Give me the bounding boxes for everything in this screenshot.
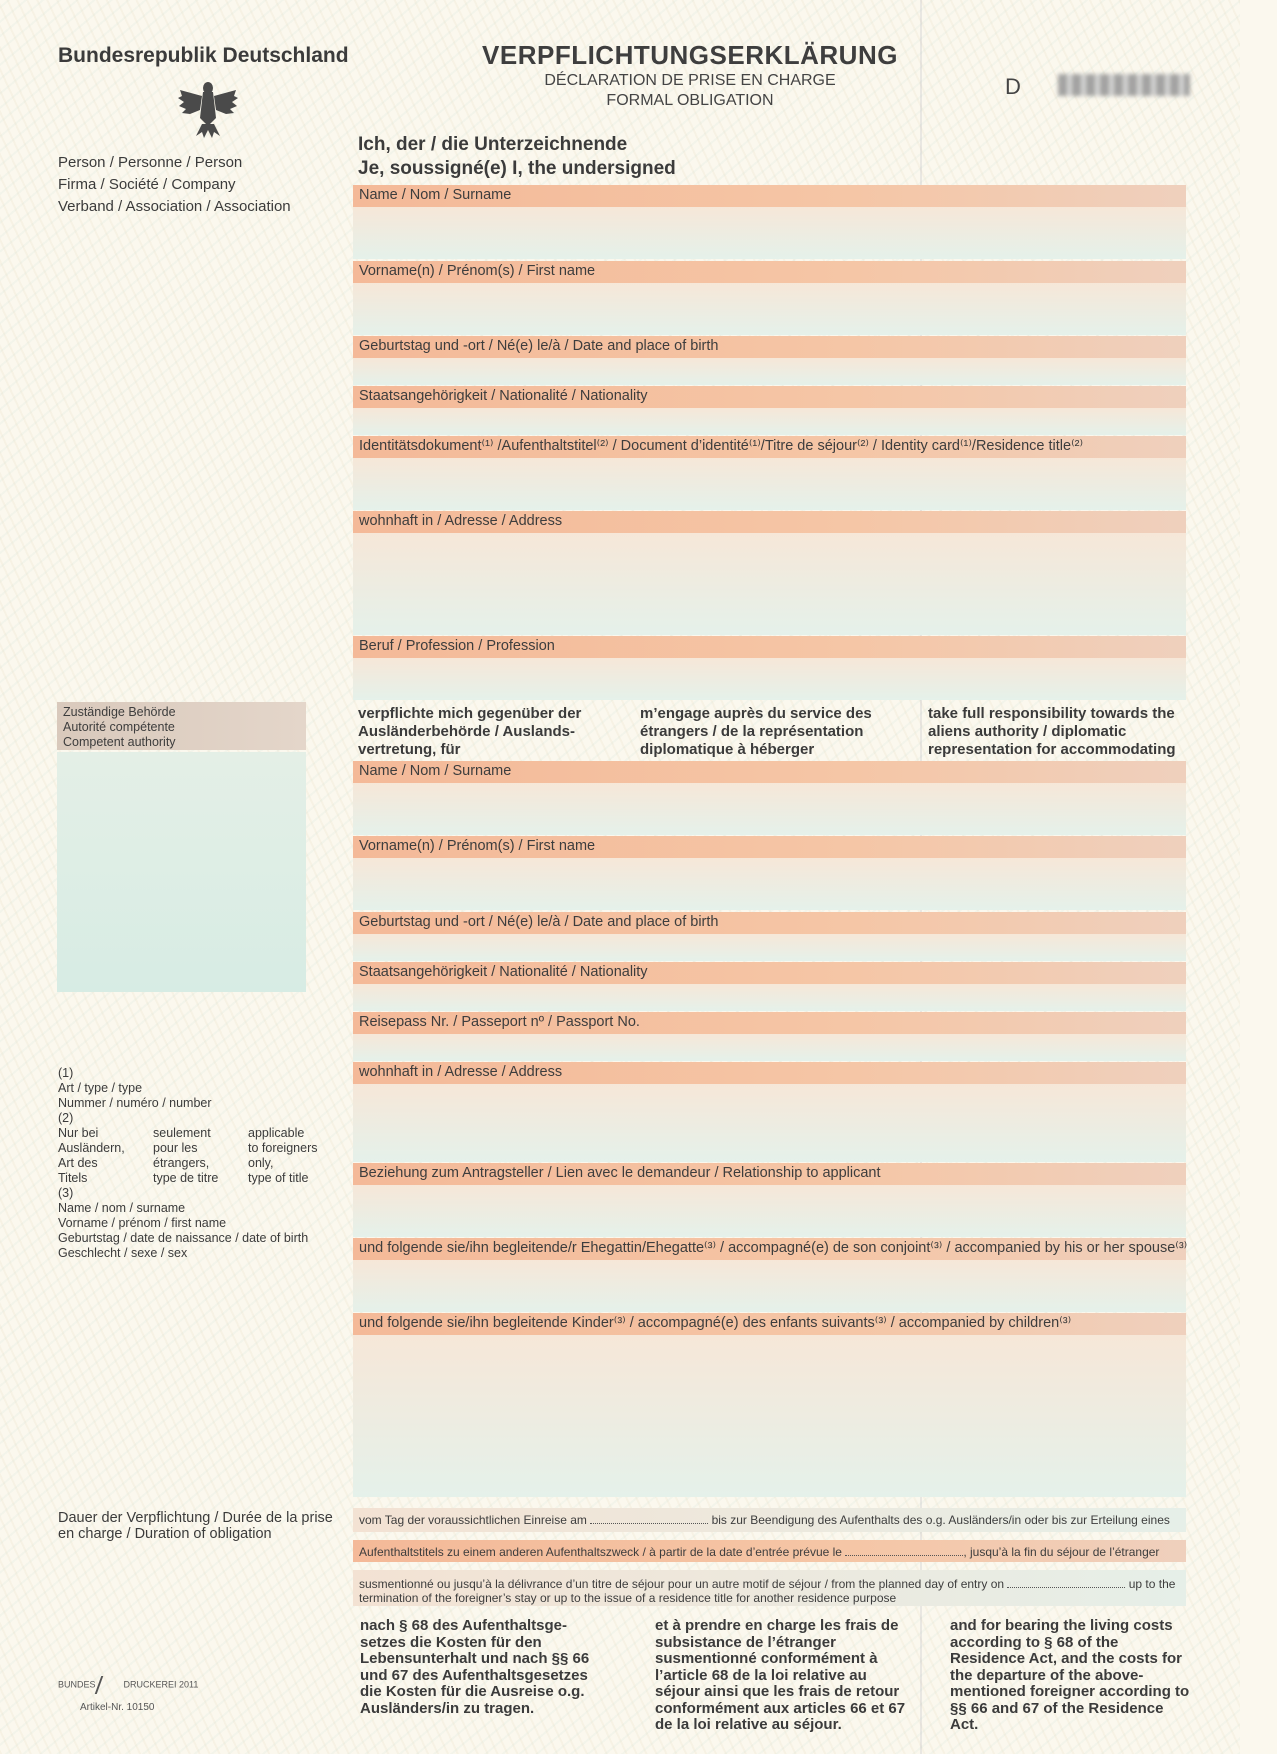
form-title: VERPFLICHTUNGSERKLÄRUNG xyxy=(482,40,898,70)
undersigned-de: Ich, der / die Unterzeichnende xyxy=(358,134,628,155)
label-relationship: Beziehung zum Antragsteller / Lien avec le demandeur / Relationship to applicant xyxy=(353,1163,1186,1185)
duration-label: Dauer der Verpflichtung / Durée de la prise en charge / Duration of obligation xyxy=(58,1510,333,1542)
label-guarantor-profession: Beruf / Profession / Profession xyxy=(353,636,1186,658)
form-title-fr: DÉCLARATION DE PRISE EN CHARGE xyxy=(544,72,836,89)
label-guarantor-birth: Geburtstag und -ort / Né(e) le/à / Date and place of birth xyxy=(353,336,1186,358)
signer-type-company: Firma / Société / Company xyxy=(58,176,236,193)
duration-line-1: vom Tag der voraussichtlichen Einreise am bis zur Beendigung des Aufenthalts des o.g. Ausländers/in oder bis zur Erteilung eines xyxy=(359,1513,1170,1527)
printer-mark-icon xyxy=(94,1676,125,1694)
field-guarantor-surname[interactable] xyxy=(353,207,1186,259)
label-guarantor-nationality: Staatsangehörigkeit / Nationalité / Nationality xyxy=(353,386,1186,408)
field-foreigner-nationality[interactable] xyxy=(353,984,1186,1011)
field-spouse[interactable] xyxy=(353,1260,1186,1312)
label-foreigner-address: wohnhaft in / Adresse / Address xyxy=(353,1062,1186,1084)
article-number: Artikel-Nr. 10150 xyxy=(80,1702,155,1713)
label-guarantor-address: wohnhaft in / Adresse / Address xyxy=(353,511,1186,533)
footnote-3-line: Geburtstag / date de naissance / date of birth xyxy=(58,1231,309,1245)
field-foreigner-birth[interactable] xyxy=(353,934,1186,961)
label-foreigner-first-name: Vorname(n) / Prénom(s) / First name xyxy=(353,836,1186,858)
form-title-block xyxy=(440,40,940,111)
pledge-fr: m’engage auprès du service des étrangers / de la représentation diplomatique à héberger xyxy=(640,705,872,758)
field-foreigner-passport[interactable] xyxy=(353,1034,1186,1061)
footnote-2-row: Art des étrangers, only, xyxy=(58,1156,274,1170)
federal-eagle-icon xyxy=(176,78,240,140)
entry-date-field-2[interactable] xyxy=(845,1555,963,1556)
country-name: Bundesrepublik Deutschland xyxy=(58,44,349,67)
footnote-3-line: Geschlecht / sexe / sex xyxy=(58,1246,188,1260)
signer-type-association: Verband / Association / Association xyxy=(58,198,291,215)
field-foreigner-first-name[interactable] xyxy=(353,858,1186,910)
field-guarantor-identity[interactable] xyxy=(353,458,1186,510)
label-spouse: und folgende sie/ihn begleitende/r Ehegattin/Ehegatte⁽³⁾ / accompagné(e) de son conjoint⁽³⁾ / accompanied by his or her spouse⁽³⁾ xyxy=(353,1238,1186,1260)
form-title-en: FORMAL OBLIGATION xyxy=(606,92,774,109)
footnote-3-line: Name / nom / surname xyxy=(58,1201,186,1215)
pledge-en: take full responsibility towards the aliens authority / diplomatic representation for accommodating xyxy=(928,705,1176,758)
costs-de: nach § 68 des Aufenthaltsge-setzes die Kosten für den Lebensunterhalt und nach §§ 66 und 67 des Aufenthaltsgesetzes die Kosten für die Ausreise o.g. Ausländers/in zu tragen. xyxy=(360,1617,590,1717)
costs-fr: et à prendre en charge les frais de subsistance de l’étranger susmentionné conformément à l’article 68 de la loi relative au séjour ainsi que les frais de retour conformément aux articles 66 et 67 de la loi relative au séjour. xyxy=(655,1617,906,1733)
field-guarantor-nationality[interactable] xyxy=(353,408,1186,435)
footnote-1-marker: (1) xyxy=(58,1066,74,1080)
footnote-3-marker: (3) xyxy=(58,1186,74,1200)
pledge-de: verpflichte mich gegenüber der Ausländerbehörde / Auslands-vertretung, für xyxy=(358,705,582,758)
footnote-2-marker: (2) xyxy=(58,1111,74,1125)
field-guarantor-profession[interactable] xyxy=(353,658,1186,700)
field-foreigner-surname[interactable] xyxy=(353,783,1186,835)
footnote-2-row: Ausländern, pour les to foreigners xyxy=(58,1141,318,1155)
field-guarantor-birth[interactable] xyxy=(353,358,1186,385)
printer-logo: BUNDES DRUCKEREI 2011 xyxy=(58,1676,198,1694)
label-guarantor-surname: Name / Nom / Surname xyxy=(353,185,1186,207)
label-foreigner-surname: Name / Nom / Surname xyxy=(353,761,1186,783)
field-foreigner-address[interactable] xyxy=(353,1084,1186,1162)
duration-line-4: termination of the foreigner’s stay or up to the issue of a residence title for another residence purpose xyxy=(359,1591,897,1605)
duration-line-3: susmentionné ou jusqu’à la délivrance d’un titre de séjour pour un autre motif de séjour / from the planned day of entry on up to the xyxy=(359,1577,1176,1591)
competent-authority-label: Zuständige Behörde Autorité compétente Competent authority xyxy=(57,702,306,750)
undersigned-fr-en: Je, soussigné(e) I, the undersigned xyxy=(358,158,676,179)
costs-en: and for bearing the living costs according to § 68 of the Residence Act, and the costs for the departure of the above-mentioned foreigner according to §§ 66 and 67 of the Residence Act. xyxy=(950,1617,1190,1733)
entry-date-field-3[interactable] xyxy=(1007,1587,1125,1588)
footnote-3-line: Vorname / prénom / first name xyxy=(58,1216,227,1230)
footnote-2-row: Titels type de titre type of title xyxy=(58,1171,309,1185)
label-guarantor-first-name: Vorname(n) / Prénom(s) / First name xyxy=(353,261,1186,283)
serial-prefix: D xyxy=(1005,74,1021,99)
field-children[interactable] xyxy=(353,1335,1186,1497)
footnote-1-line: Art / type / type xyxy=(58,1081,143,1095)
footnote-1-line: Nummer / numéro / number xyxy=(58,1096,212,1110)
signer-types xyxy=(58,152,291,218)
serial-number-redacted xyxy=(1058,74,1190,96)
label-foreigner-birth: Geburtstag und -ort / Né(e) le/à / Date and place of birth xyxy=(353,912,1186,934)
footnote-2-row: Nur bei seulement applicable xyxy=(58,1126,305,1140)
field-relationship[interactable] xyxy=(353,1185,1186,1237)
duration-line-2: Aufenthaltstitels zu einem anderen Aufenthaltszweck / à partir de la date d’entrée prévue le , jusqu’à la fin du séjour de l’étranger xyxy=(359,1545,1160,1559)
field-guarantor-address[interactable] xyxy=(353,533,1186,635)
label-guarantor-identity: Identitätsdokument⁽¹⁾ /Aufenthaltstitel⁽²⁾ / Document d’identité⁽¹⁾/Titre de séjour⁽²⁾ / Identity card⁽¹⁾/Residence title⁽²⁾ xyxy=(353,436,1186,458)
competent-authority-field[interactable] xyxy=(57,752,306,992)
signer-type-person: Person / Personne / Person xyxy=(58,154,243,171)
label-foreigner-nationality: Staatsangehörigkeit / Nationalité / Nationality xyxy=(353,962,1186,984)
label-children: und folgende sie/ihn begleitende Kinder⁽³⁾ / accompagné(e) des enfants suivants⁽³⁾ / accompanied by children⁽³⁾ xyxy=(353,1313,1186,1335)
footnotes xyxy=(58,1066,348,1261)
label-foreigner-passport: Reisepass Nr. / Passeport nº / Passport No. xyxy=(353,1012,1186,1034)
field-guarantor-first-name[interactable] xyxy=(353,283,1186,335)
undersigned-heading xyxy=(358,133,676,181)
entry-date-field-1[interactable] xyxy=(590,1523,708,1524)
